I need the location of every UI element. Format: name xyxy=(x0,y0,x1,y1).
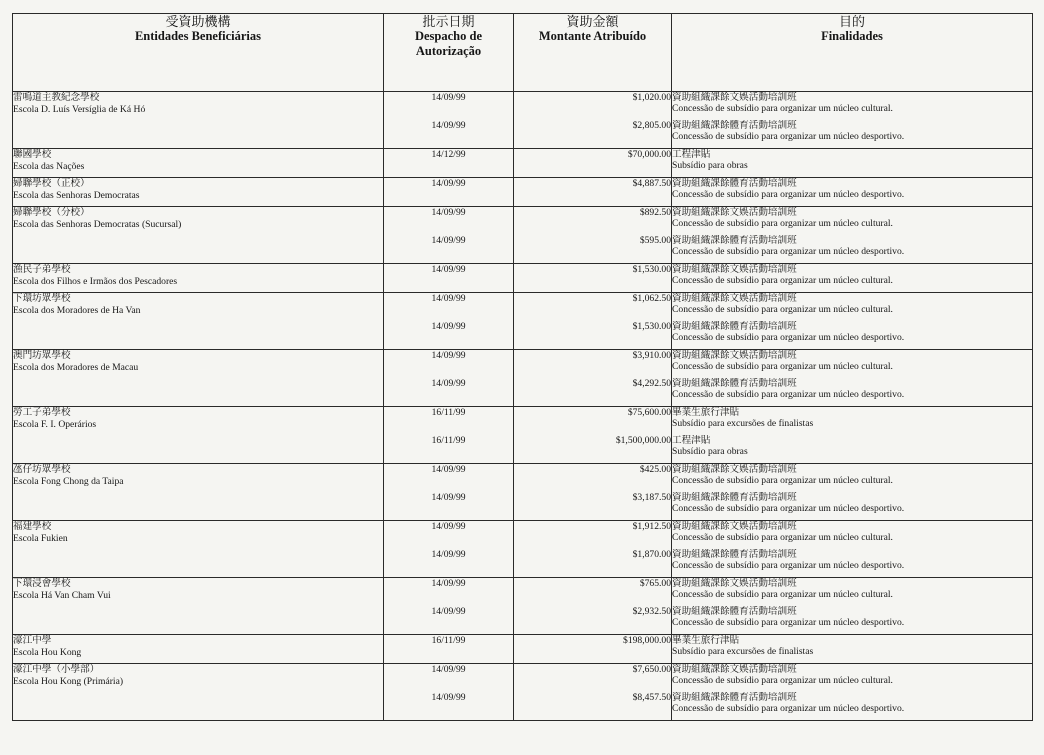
subsidy-amount: $4,292.50 xyxy=(632,378,671,389)
entity-name-zh: 聯國學校 xyxy=(13,149,52,160)
subsidy-amount: $765.00 xyxy=(639,578,671,589)
purpose-zh: 畢業生旅行津貼 xyxy=(672,635,740,646)
approval-date: 14/09/99 xyxy=(431,321,466,332)
subsidy-amount: $1,530.00 xyxy=(632,264,671,275)
entity-name-zh: 下環浸會學校 xyxy=(13,578,71,589)
amount-cell xyxy=(514,293,672,350)
header-amount xyxy=(514,14,672,92)
amount-cell xyxy=(514,350,672,407)
header-entities-pt: Entidades Beneficiárias xyxy=(134,29,262,43)
purpose-pt: Concessão de subsídio para organizar um núcleo cultural. xyxy=(672,275,893,286)
table-row xyxy=(13,578,1033,635)
entity-cell xyxy=(13,464,384,521)
date-cell xyxy=(384,578,514,635)
amount-cell xyxy=(514,464,672,521)
subsidy-table xyxy=(12,13,1033,721)
purpose-zh: 資助組織課餘文娛活動培訓班 xyxy=(672,578,797,589)
purpose-cell xyxy=(672,293,1033,350)
purpose-zh: 資助組織課餘文娛活動培訓班 xyxy=(672,664,797,675)
approval-date: 14/09/99 xyxy=(431,492,466,503)
table-row xyxy=(13,293,1033,350)
table-body xyxy=(13,92,1033,721)
purpose-zh: 資助組織課餘體育活動培訓班 xyxy=(672,549,797,560)
table-header-row xyxy=(13,14,1033,92)
date-cell xyxy=(384,149,514,178)
entity-name-pt: Escola F. I. Operários xyxy=(13,418,97,430)
date-cell xyxy=(384,293,514,350)
entity-cell xyxy=(13,92,384,149)
subsidy-amount: $70,000.00 xyxy=(627,149,671,160)
purpose-zh: 工程津貼 xyxy=(672,149,711,160)
purpose-zh: 資助組織課餘體育活動培訓班 xyxy=(672,178,797,189)
purpose-zh: 資助組織課餘體育活動培訓班 xyxy=(672,606,797,617)
approval-date: 14/09/99 xyxy=(431,378,466,389)
subsidy-amount: $595.00 xyxy=(639,235,671,246)
subsidy-amount: $3,187.50 xyxy=(632,492,671,503)
header-amount-pt: Montante Atribuído xyxy=(538,29,647,43)
entity-cell xyxy=(13,178,384,207)
purpose-cell xyxy=(672,264,1033,293)
subsidy-amount: $1,062.50 xyxy=(632,293,671,304)
entity-cell xyxy=(13,293,384,350)
approval-date: 14/09/99 xyxy=(431,350,466,361)
table-row xyxy=(13,350,1033,407)
purpose-pt: Concessão de subsídio para organizar um núcleo cultural. xyxy=(672,304,893,315)
purpose-pt: Concessão de subsídio para organizar um núcleo desportivo. xyxy=(672,703,905,714)
entity-name-pt: Escola Há Van Cham Vui xyxy=(13,589,111,601)
header-purpose xyxy=(672,14,1033,92)
approval-date: 14/12/99 xyxy=(431,149,466,160)
entity-name-zh: 勞工子弟學校 xyxy=(13,407,71,418)
header-date-pt: Despacho de Autorização xyxy=(414,29,483,58)
entity-cell xyxy=(13,149,384,178)
entity-cell xyxy=(13,407,384,464)
subsidy-amount: $8,457.50 xyxy=(632,692,671,703)
header-purpose-pt: Finalidades xyxy=(821,29,883,43)
purpose-pt: Concessão de subsídio para organizar um núcleo cultural. xyxy=(672,475,893,486)
header-date xyxy=(384,14,514,92)
table-row xyxy=(13,92,1033,149)
date-cell xyxy=(384,407,514,464)
purpose-pt: Concessão de subsídio para organizar um núcleo desportivo. xyxy=(672,617,905,628)
purpose-pt: Concessão de subsídio para organizar um núcleo cultural. xyxy=(672,361,893,372)
approval-date: 14/09/99 xyxy=(431,549,466,560)
entity-name-zh: 濠江中學（小學部） xyxy=(13,664,100,675)
entity-name-pt: Escola das Nações xyxy=(13,160,85,172)
purpose-zh: 資助組織課餘文娛活動培訓班 xyxy=(672,464,797,475)
table-row xyxy=(13,464,1033,521)
table-row xyxy=(13,664,1033,721)
table-row xyxy=(13,178,1033,207)
approval-date: 14/09/99 xyxy=(431,692,466,703)
purpose-cell xyxy=(672,178,1033,207)
approval-date: 14/09/99 xyxy=(431,464,466,475)
entity-cell xyxy=(13,635,384,664)
amount-cell xyxy=(514,635,672,664)
approval-date: 14/09/99 xyxy=(431,664,466,675)
entity-name-zh: 漁民子弟學校 xyxy=(13,264,71,275)
purpose-pt: Concessão de subsídio para organizar um núcleo desportivo. xyxy=(672,131,905,142)
purpose-pt: Concessão de subsídio para organizar um núcleo desportivo. xyxy=(672,389,905,400)
purpose-pt: Subsídio para excursões de finalistas xyxy=(672,418,814,429)
purpose-zh: 資助組織課餘文娛活動培訓班 xyxy=(672,521,797,532)
purpose-zh: 資助組織課餘文娛活動培訓班 xyxy=(672,293,797,304)
amount-cell xyxy=(514,521,672,578)
subsidy-amount: $2,932.50 xyxy=(632,606,671,617)
subsidy-amount: $198,000.00 xyxy=(623,635,671,646)
date-cell xyxy=(384,264,514,293)
approval-date: 14/09/99 xyxy=(431,235,466,246)
purpose-cell xyxy=(672,635,1033,664)
table-row xyxy=(13,521,1033,578)
table-row xyxy=(13,407,1033,464)
purpose-pt: Concessão de subsídio para organizar um núcleo desportivo. xyxy=(672,503,905,514)
entity-name-zh: 澳門坊眾學校 xyxy=(13,350,71,361)
purpose-pt: Concessão de subsídio para organizar um núcleo cultural. xyxy=(672,218,893,229)
date-cell xyxy=(384,635,514,664)
purpose-pt: Subsídio para excursões de finalistas xyxy=(672,646,814,657)
purpose-zh: 資助組織課餘文娛活動培訓班 xyxy=(672,207,797,218)
purpose-cell xyxy=(672,521,1033,578)
purpose-pt: Concessão de subsídio para organizar um núcleo cultural. xyxy=(672,675,893,686)
approval-date: 16/11/99 xyxy=(431,407,466,418)
purpose-zh: 資助組織課餘體育活動培訓班 xyxy=(672,492,797,503)
purpose-pt: Subsídio para obras xyxy=(672,446,748,457)
entity-cell xyxy=(13,264,384,293)
approval-date: 14/09/99 xyxy=(431,264,466,275)
date-cell xyxy=(384,92,514,149)
purpose-zh: 資助組織課餘文娛活動培訓班 xyxy=(672,92,797,103)
subsidy-amount: $3,910.00 xyxy=(632,350,671,361)
subsidy-amount: $1,530.00 xyxy=(632,321,671,332)
purpose-pt: Concessão de subsídio para organizar um núcleo desportivo. xyxy=(672,246,905,257)
amount-cell xyxy=(514,178,672,207)
date-cell xyxy=(384,521,514,578)
date-cell xyxy=(384,664,514,721)
purpose-zh: 資助組織課餘文娛活動培訓班 xyxy=(672,350,797,361)
subsidy-amount: $4,887.50 xyxy=(632,178,671,189)
subsidy-amount: $1,870.00 xyxy=(632,549,671,560)
purpose-zh: 工程津貼 xyxy=(672,435,711,446)
entity-name-pt: Escola dos Moradores de Macau xyxy=(13,361,139,373)
purpose-cell xyxy=(672,207,1033,264)
entity-cell xyxy=(13,350,384,407)
amount-cell xyxy=(514,92,672,149)
purpose-pt: Concessão de subsídio para organizar um núcleo desportivo. xyxy=(672,189,905,200)
purpose-pt: Concessão de subsídio para organizar um núcleo desportivo. xyxy=(672,332,905,343)
date-cell xyxy=(384,178,514,207)
purpose-zh: 資助組織課餘體育活動培訓班 xyxy=(672,235,797,246)
entity-name-zh: 氹仔坊眾學校 xyxy=(13,464,71,475)
entity-name-pt: Escola Fong Chong da Taipa xyxy=(13,475,124,487)
header-entities-zh: 受資助機構 xyxy=(165,14,231,29)
entity-cell xyxy=(13,207,384,264)
amount-cell xyxy=(514,664,672,721)
purpose-cell xyxy=(672,407,1033,464)
amount-cell xyxy=(514,407,672,464)
amount-cell xyxy=(514,578,672,635)
entity-name-zh: 濠江中學 xyxy=(13,635,52,646)
approval-date: 14/09/99 xyxy=(431,207,466,218)
approval-date: 14/09/99 xyxy=(431,578,466,589)
entity-name-zh: 下環坊眾學校 xyxy=(13,293,71,304)
amount-cell xyxy=(514,207,672,264)
purpose-cell xyxy=(672,664,1033,721)
approval-date: 14/09/99 xyxy=(431,606,466,617)
approval-date: 14/09/99 xyxy=(431,178,466,189)
subsidy-amount: $1,912.50 xyxy=(632,521,671,532)
entity-name-pt: Escola Hou Kong xyxy=(13,646,82,658)
subsidy-amount: $1,500,000.00 xyxy=(615,435,671,446)
header-amount-zh: 資助金額 xyxy=(566,14,619,29)
entity-name-zh: 婦聯學校（分校） xyxy=(13,207,90,218)
purpose-zh: 資助組織課餘體育活動培訓班 xyxy=(672,378,797,389)
entity-name-pt: Escola das Senhoras Democratas (Sucursal) xyxy=(13,218,182,230)
table-row xyxy=(13,264,1033,293)
purpose-cell xyxy=(672,149,1033,178)
entity-name-pt: Escola dos Filhos e Irmãos dos Pescadores xyxy=(13,275,178,287)
purpose-pt: Concessão de subsídio para organizar um núcleo cultural. xyxy=(672,589,893,600)
entity-name-pt: Escola dos Moradores de Ha Van xyxy=(13,304,141,316)
subsidy-amount: $425.00 xyxy=(639,464,671,475)
purpose-pt: Subsídio para obras xyxy=(672,160,748,171)
purpose-cell xyxy=(672,350,1033,407)
approval-date: 14/09/99 xyxy=(431,120,466,131)
approval-date: 14/09/99 xyxy=(431,92,466,103)
subsidy-amount: $7,650.00 xyxy=(632,664,671,675)
table-row xyxy=(13,149,1033,178)
date-cell xyxy=(384,464,514,521)
purpose-zh: 畢業生旅行津貼 xyxy=(672,407,740,418)
entity-name-pt: Escola D. Luís Versíglia de Ká Hó xyxy=(13,103,146,115)
subsidy-amount: $2,805.00 xyxy=(632,120,671,131)
approval-date: 14/09/99 xyxy=(431,521,466,532)
entity-cell xyxy=(13,578,384,635)
date-cell xyxy=(384,207,514,264)
entity-name-pt: Escola Hou Kong (Primária) xyxy=(13,675,124,687)
approval-date: 16/11/99 xyxy=(431,435,466,446)
purpose-zh: 資助組織課餘文娛活動培訓班 xyxy=(672,264,797,275)
subsidy-amount: $1,020.00 xyxy=(632,92,671,103)
entity-name-pt: Escola Fukien xyxy=(13,532,68,544)
header-entities xyxy=(13,14,384,92)
purpose-cell xyxy=(672,578,1033,635)
purpose-pt: Concessão de subsídio para organizar um núcleo desportivo. xyxy=(672,560,905,571)
entity-cell xyxy=(13,664,384,721)
table-row xyxy=(13,635,1033,664)
entity-name-zh: 福建學校 xyxy=(13,521,52,532)
header-purpose-zh: 目的 xyxy=(838,14,865,29)
amount-cell xyxy=(514,264,672,293)
subsidy-amount: $892.50 xyxy=(639,207,671,218)
entity-cell xyxy=(13,521,384,578)
purpose-pt: Concessão de subsídio para organizar um núcleo cultural. xyxy=(672,532,893,543)
purpose-pt: Concessão de subsídio para organizar um núcleo cultural. xyxy=(672,103,893,114)
entity-name-zh: 雷鳴道主教紀念學校 xyxy=(13,92,100,103)
entity-name-zh: 婦聯學校（正校） xyxy=(13,178,90,189)
entity-name-pt: Escola das Senhoras Democratas xyxy=(13,189,140,201)
date-cell xyxy=(384,350,514,407)
purpose-cell xyxy=(672,464,1033,521)
purpose-zh: 資助組織課餘體育活動培訓班 xyxy=(672,120,797,131)
amount-cell xyxy=(514,149,672,178)
purpose-zh: 資助組織課餘體育活動培訓班 xyxy=(672,692,797,703)
purpose-cell xyxy=(672,92,1033,149)
purpose-zh: 資助組織課餘體育活動培訓班 xyxy=(672,321,797,332)
approval-date: 16/11/99 xyxy=(431,635,466,646)
subsidy-amount: $75,600.00 xyxy=(627,407,671,418)
approval-date: 14/09/99 xyxy=(431,293,466,304)
header-date-zh: 批示日期 xyxy=(422,14,475,29)
table-row xyxy=(13,207,1033,264)
